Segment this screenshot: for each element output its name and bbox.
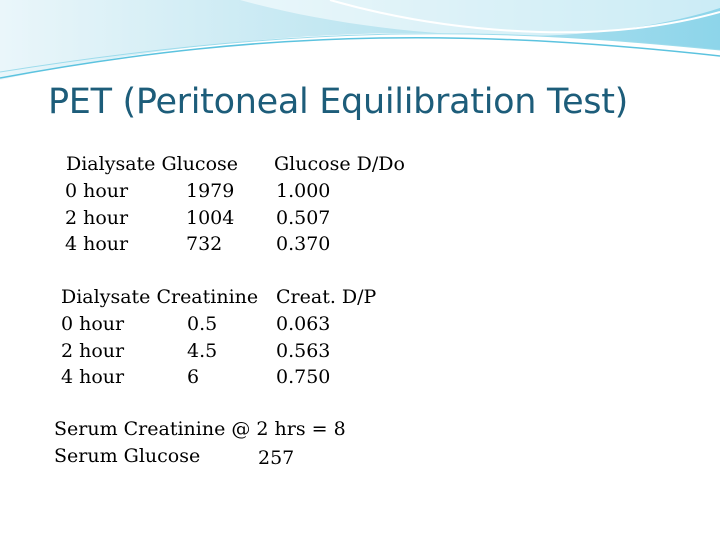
creatinine-time: 0 hour <box>61 313 125 335</box>
glucose-header: Dialysate Glucose <box>66 153 239 175</box>
creatinine-ratio-column <box>276 311 330 391</box>
glucose-ratio: 1.000 <box>276 180 331 202</box>
creatinine-ratio: 0.750 <box>276 366 331 388</box>
creatinine-value: 0.5 <box>187 313 218 335</box>
glucose-value-column <box>186 178 234 258</box>
glucose-time: 0 hour <box>65 180 129 202</box>
creatinine-header: Dialysate Creatinine <box>61 286 259 308</box>
glucose-time: 2 hour <box>65 206 129 229</box>
creatinine-ratio: 0.563 <box>276 339 331 362</box>
glucose-time-column <box>65 178 128 258</box>
glucose-ratio: 0.507 <box>276 206 331 229</box>
glucose-ratio-column <box>276 178 330 258</box>
glucose-value: 1979 <box>186 180 235 202</box>
creatinine-time-column <box>61 311 124 391</box>
creatinine-value: 4.5 <box>187 339 218 362</box>
serum-glucose-value: 257 <box>258 447 295 469</box>
creatinine-ratio-header: Creat. D/P <box>276 286 377 308</box>
glucose-value: 1004 <box>186 206 235 229</box>
serum-creatinine-line: Serum Creatinine @ 2 hrs = 8 <box>54 418 346 440</box>
creatinine-value-column <box>187 311 217 391</box>
glucose-time: 4 hour <box>65 233 129 255</box>
creatinine-ratio: 0.063 <box>276 313 331 335</box>
serum-glucose-label: Serum Glucose <box>54 445 201 467</box>
glucose-value: 732 <box>186 233 223 255</box>
creatinine-value: 6 <box>187 366 200 388</box>
glucose-ratio: 0.370 <box>276 233 331 255</box>
glucose-ratio-header: Glucose D/Do <box>274 153 405 175</box>
creatinine-time: 2 hour <box>61 339 125 362</box>
slide-title: PET (Peritoneal Equilibration Test) <box>48 82 629 122</box>
header-wave-decoration <box>0 0 720 90</box>
creatinine-time: 4 hour <box>61 366 125 388</box>
